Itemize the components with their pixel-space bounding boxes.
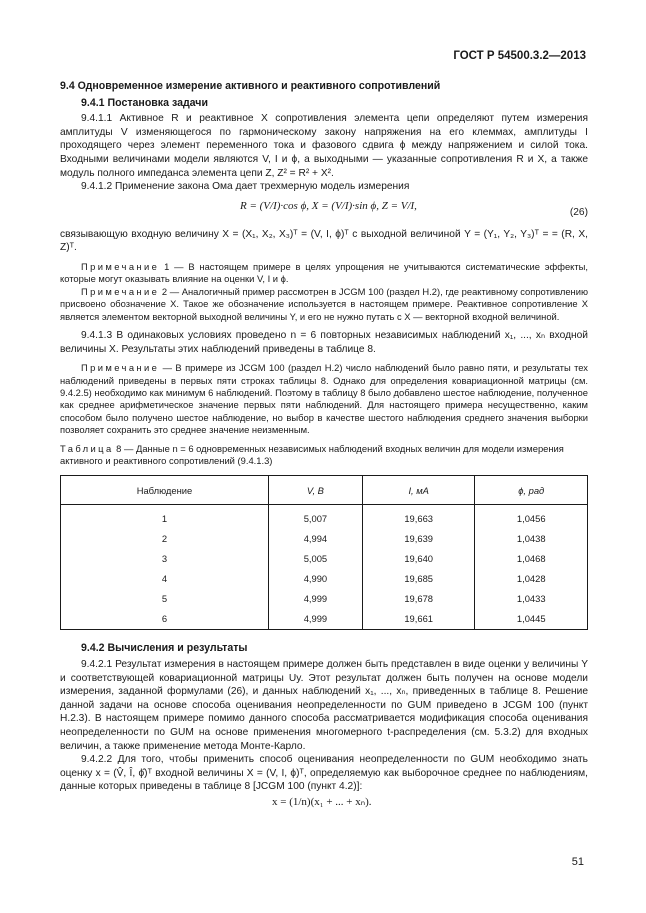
- equation-26-number: (26): [569, 206, 588, 218]
- table-cell: 1,0468: [475, 548, 588, 568]
- column-header: I, мА: [362, 476, 475, 505]
- paragraph-9-4-2-1: 9.4.2.1 Результат измерения в настоящем примере должен быть представлен в виде оценки y величины Y и соответствующей ковариационной матрицы Uy. Этот результат должен быть получен на основе модели измерения, заданной формулами (26), и данных наблюдений x₁, ..., xₙ, приведенных в таблице 8. Решение данной задачи на основе способа оценивания неопределенности по GUM приведено в JCGM 100 (пункт Н.2.3). В настоящем примере помимо данного способа рассматривается модификация способа оценивания неопределенности по GUM на основе применения многомерного t-распределения (см. 5.3.2) для входных величин, а также применение метода Монте-Карло.: [60, 659, 588, 752]
- table-cell: 1,0428: [475, 568, 588, 588]
- note-3-label: Примечание: [81, 362, 160, 374]
- table-cell: 2: [61, 528, 269, 548]
- table-cell: 1: [61, 505, 269, 529]
- note-2-text: 2 — Аналогичный пример рассмотрен в JCGM 100 (раздел Н.2), где реактивному сопротивлению присвоено обозначение X. Такое же обозначение используется в настоящем примере. Реактивное сопротивление X является элементом векторной выходной величины Y, и его не нужно путать с X — векторной входной величиной.: [60, 285, 588, 322]
- table-cell: 5: [61, 588, 269, 608]
- column-header: ϕ, рад: [475, 476, 588, 505]
- note-2: [60, 286, 588, 323]
- paragraph-model-vars: связывающую входную величину X = (X₁, X₂, X₃)ᵀ = (V, I, ϕ)ᵀ с выходной величиной Y = (Y₁, Y₂, Y₃)ᵀ = = (R, X, Z)ᵀ.: [60, 228, 588, 254]
- standard-header: ГОСТ Р 54500.3.2—2013: [453, 50, 586, 62]
- table-cell: 3: [61, 548, 269, 568]
- table-cell: 4,999: [268, 608, 362, 630]
- table-header-row: [61, 476, 588, 505]
- subsection-title: 9.4.2 Вычисления и результаты: [81, 642, 248, 655]
- equation-mean-body: x = (1/n)(x₁ + ... + xₙ).: [272, 795, 372, 808]
- table-row: [61, 608, 588, 630]
- table-cell: 1,0438: [475, 528, 588, 548]
- table-row: [61, 568, 588, 588]
- note-3: [60, 362, 588, 436]
- equation-mean: [60, 794, 588, 824]
- page-content: [60, 80, 588, 824]
- table-cell: 19,639: [362, 528, 475, 548]
- table-row: [61, 528, 588, 548]
- table-cell: 19,685: [362, 568, 475, 588]
- table-cell: 1,0445: [475, 608, 588, 630]
- table-cell: 1,0433: [475, 588, 588, 608]
- subsection-title: 9.4.1 Постановка задачи: [81, 96, 208, 109]
- table-cell: 4,990: [268, 568, 362, 588]
- note-1-label: Примечание: [81, 260, 160, 272]
- table-cell: 1,0456: [475, 505, 588, 529]
- note-3-text: — В примере из JCGM 100 (раздел Н.2) число наблюдений было равно пяти, и результаты тех наблюдений приведены в первых пяти строках таблицы 8. Однако для определения ковариационной матрицы (см. 9.4.2.5) необходимо как минимум 6 наблюдений. Поэтому в таблицу 8 было добавлено шестое наблюдение, полученное как среднее арифметическое значение первых пяти наблюдений. Для настоящего примера несущественно, каким способом было получено шестое наблюдение, но выбор в качестве шестого наблюдения среднего значения выборки позволяет сохранить это среднее значение неизменным.: [60, 362, 588, 436]
- column-header: V, В: [268, 476, 362, 505]
- table-cell: 19,663: [362, 505, 475, 529]
- paragraph-9-4-1-2: 9.4.1.2 Применение закона Ома дает трехмерную модель измерения: [81, 181, 410, 193]
- note-1-text: 1 — В настоящем примере в целях упрощения не учитываются систематические эффекты, которые могут оказывать влияние на оценки V, I и ϕ.: [60, 260, 588, 285]
- table-cell: 19,661: [362, 608, 475, 630]
- column-header: Наблюдение: [61, 476, 269, 505]
- table-row: [61, 588, 588, 608]
- paragraph-9-4-2-2: 9.4.2.2 Для того, чтобы применить способ оценивания неопределенности по GUM необходимо знать оценку x = (V̂, Î, ϕ̂)ᵀ входной величины X = (V, I, ϕ)ᵀ, определяемую как выборочное среднее по наблюдениям, данные которых приведены в таблице 8 [JCGM 100 (пункт 4.2)]:: [60, 754, 588, 793]
- table-cell: 19,640: [362, 548, 475, 568]
- table-cell: 5,005: [268, 548, 362, 568]
- table-cell: 4,994: [268, 528, 362, 548]
- table-row: [61, 548, 588, 568]
- note-1: [60, 261, 588, 286]
- table-cell: 4: [61, 568, 269, 588]
- equation-26-body: R = (V/I)·cos ϕ, X = (V/I)·sin ϕ, Z = V/I,: [240, 199, 417, 212]
- equation-26: [60, 194, 588, 228]
- observations-table: [60, 475, 588, 630]
- table-8-caption: [60, 443, 588, 468]
- table-cell: 6: [61, 608, 269, 630]
- table-cell: 5,007: [268, 505, 362, 529]
- table-cell: 4,999: [268, 588, 362, 608]
- paragraph-9-4-1-3: 9.4.1.3 В одинаковых условиях проведено n = 6 повторных независимых наблюдений x₁, ..., xₙ входной величины X. Результаты этих наблюдений приведены в таблице 8.: [60, 329, 588, 355]
- table-8-caption-label: Таблица: [60, 442, 114, 454]
- paragraph-9-4-1-1: 9.4.1.1 Активное R и реактивное X сопротивления элемента цепи определяют путем измерения амплитуды V изменяющегося по гармоническому закону напряжения на его клеммах, амплитуды I проходящего через элемент переменного тока и фазового сдвига ϕ между напряжением и силой тока. Входными величинами модели являются V, I и ϕ, а выходными — указанные сопротивления R и X, а также модуль полного импеданса элемента цепи Z, Z² = R² + X².: [60, 113, 588, 179]
- table-cell: 19,678: [362, 588, 475, 608]
- table-row: [61, 505, 588, 529]
- table-8-caption-text: 8 — Данные n = 6 одновременных независимых наблюдений входных величин для модели измерения активного и реактивного сопротивлений (9.4.1.3): [60, 442, 564, 466]
- note-2-label: Примечание: [81, 285, 160, 297]
- page-number: 51: [571, 856, 584, 868]
- section-title: 9.4 Одновременное измерение активного и реактивного сопротивлений: [60, 80, 441, 92]
